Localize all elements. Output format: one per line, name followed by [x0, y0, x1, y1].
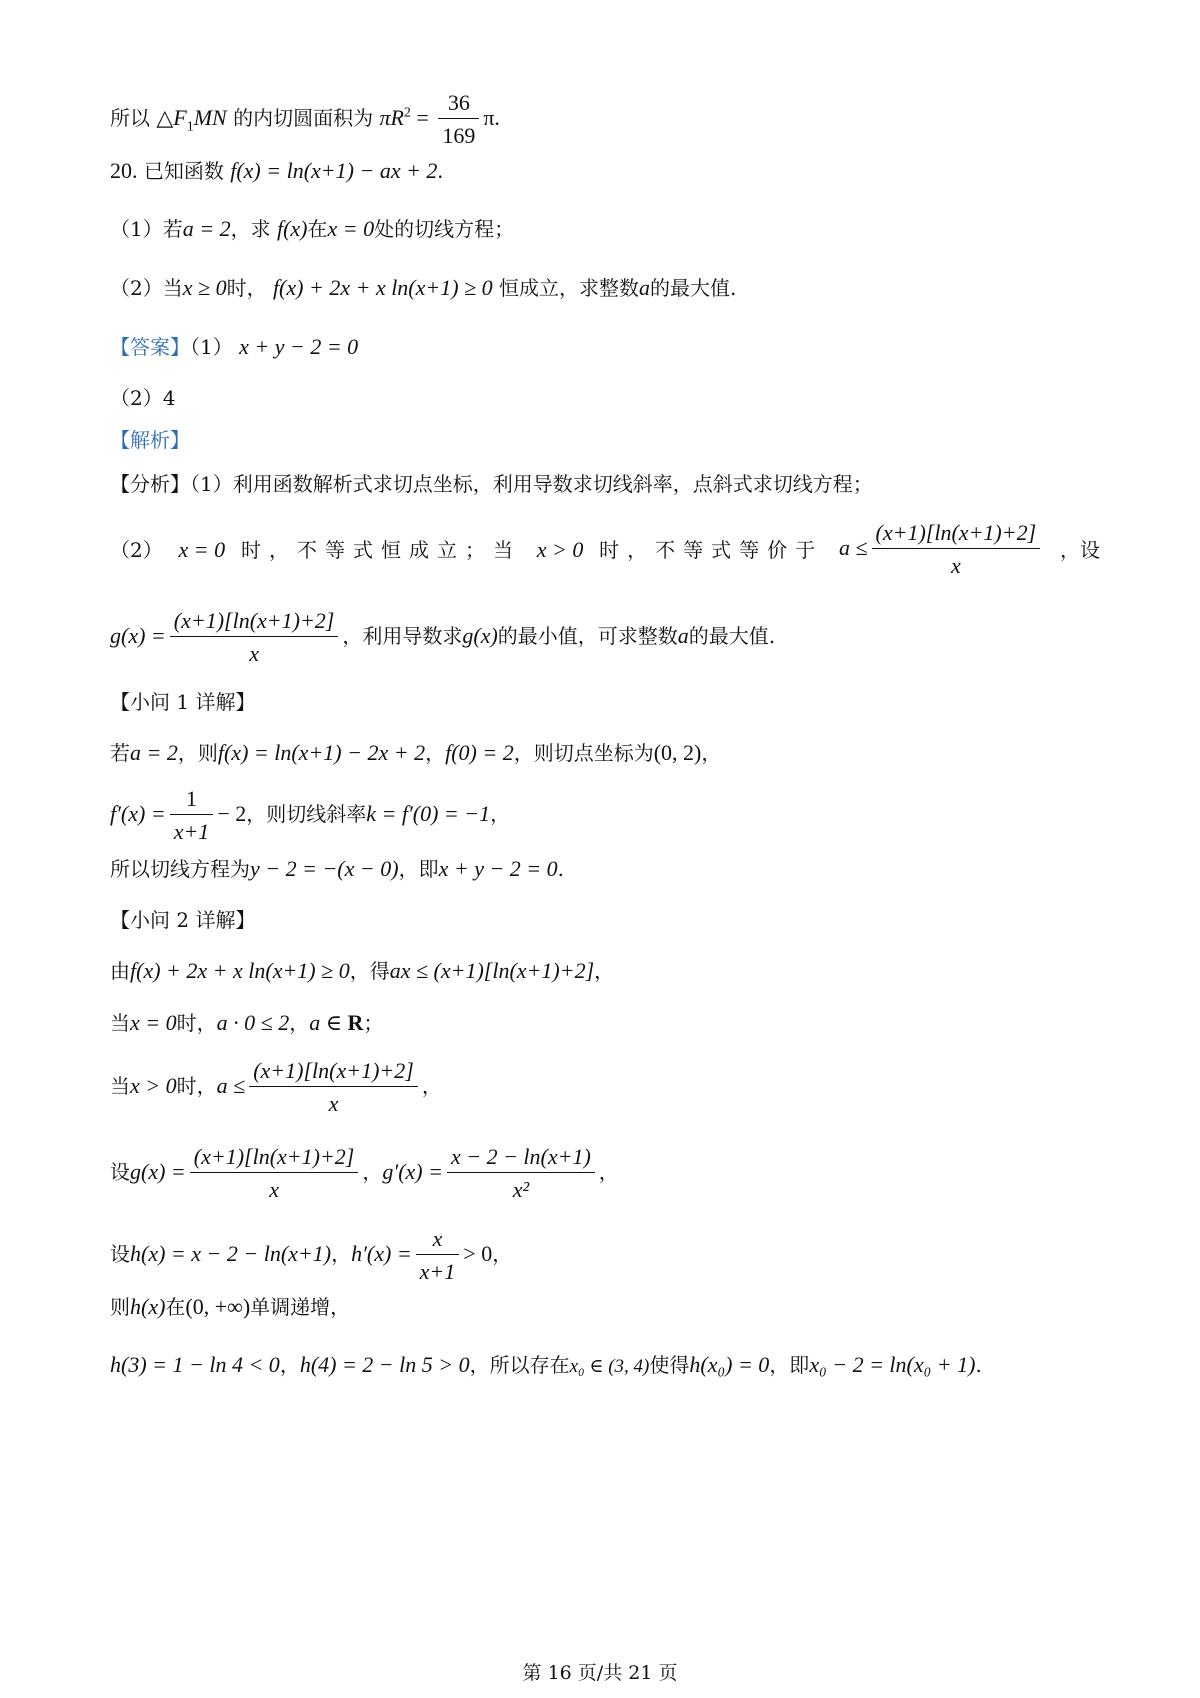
solution-1-line-b: [110, 788, 510, 843]
incircle-area-line: [110, 92, 500, 147]
math-expr: x > 0: [536, 536, 584, 562]
text: ，: [598, 1160, 619, 1184]
text: ，即: [398, 857, 439, 881]
math-expr: f(x) + 2x + x ln(x+1) ≥ 0: [130, 958, 350, 983]
math-expr: k = f′(0) = −1: [366, 801, 491, 826]
math-expr: x ≥ 0: [182, 275, 227, 300]
math-expr: x + y − 2 = 0: [239, 334, 359, 359]
text: ，: [331, 1242, 352, 1266]
fraction: $\frac{1}{x+1}$: [170, 788, 214, 843]
math-expr: f(x) = ln(x+1) − ax + 2: [230, 158, 438, 183]
text: ，: [594, 959, 615, 983]
math-expr: h′(x) =: [351, 1241, 412, 1266]
math-expr: $\pi R^2$: [379, 105, 411, 130]
math-expr: h(x₀) = 0: [689, 1352, 770, 1377]
math-expr: > 0: [463, 1241, 493, 1266]
inequality: a ≤ $\frac{(x+1)[\ln(x+1)+2]}{x}$: [839, 522, 1044, 577]
math-expr: x = 0: [178, 536, 226, 562]
text: 所以切线方程为: [110, 857, 250, 881]
math-expr: $\triangle F_1MN$: [156, 105, 227, 135]
math-expr: h(3) = 1 − ln 4 < 0: [110, 1352, 280, 1377]
equals: =: [410, 105, 435, 130]
fraction: $\frac{(x+1)[\ln(x+1)+2]}{x}$: [170, 610, 339, 665]
text: 由: [110, 959, 130, 983]
text: 时，: [226, 276, 267, 300]
answer-tag: 【答案】: [110, 335, 190, 359]
math-expr: a = 2: [130, 740, 178, 765]
analysis-part-3: [110, 610, 775, 665]
math-expr: f(x) + 2x + x ln(x+1) ≥ 0: [272, 275, 493, 300]
page-footer: 第 16 页/共 21 页: [522, 1662, 678, 1684]
text: 设: [110, 1160, 130, 1184]
text: 设: [110, 1242, 130, 1266]
math-expr: f(x) = ln(x+1) − 2x + 2: [217, 740, 426, 765]
math-expr: y − 2 = −(x − 0): [250, 856, 399, 881]
fraction: $\frac{36}{169}$: [438, 92, 479, 147]
text: 已知函数: [143, 159, 224, 183]
text: 所以: [110, 106, 150, 130]
text: ，: [492, 1242, 513, 1266]
math-expr: x₀ ∈ (3, 4): [569, 1356, 650, 1377]
solution-2-line-g: [110, 1354, 982, 1376]
math-var: a: [639, 275, 650, 300]
math-expr: a ≤: [216, 1073, 246, 1098]
math-expr: x = 0: [130, 1010, 177, 1035]
text: 的最大值.: [688, 624, 776, 648]
math-expr: h(x): [130, 1294, 166, 1319]
fraction: $\frac{x - 2 - \ln(x+1)}{\text{x²}}$: [447, 1146, 595, 1201]
text: ，: [362, 1160, 383, 1184]
fraction: $\frac{(x+1)[\ln(x+1)+2]}{x}$: [249, 1060, 418, 1115]
text: （1）若: [110, 217, 183, 241]
math-expr: g(x): [462, 623, 498, 648]
text: ，: [289, 1011, 310, 1035]
math-expr: x₀ − 2 = ln(x₀ + 1): [809, 1352, 976, 1377]
math-expr: a ∈: [309, 1010, 348, 1035]
math-expr: h(4) = 2 − ln 5 > 0: [299, 1352, 470, 1377]
solution-1-line-a: [110, 742, 721, 764]
question-number: 20.: [110, 158, 138, 183]
punct: .: [437, 158, 443, 183]
solution-2-line-e: [110, 1228, 512, 1283]
math-expr: (0, 2): [653, 740, 702, 765]
math-expr: a · 0 ≤ 2: [216, 1010, 290, 1035]
math-expr: a = 2: [182, 216, 231, 241]
text: 当: [110, 1074, 130, 1098]
text: ，利用导数求: [342, 624, 463, 648]
solution-2-line-d: [110, 1146, 619, 1201]
analysis-tag: 【解析】: [110, 428, 190, 452]
analysis-part-2: [110, 522, 1100, 577]
math-var: a: [677, 623, 689, 648]
question-20: [110, 160, 443, 182]
text: ，则切线斜率: [246, 802, 367, 826]
text: .: [975, 1353, 982, 1377]
analysis-subtag: 【分析】: [110, 472, 190, 496]
text: ；: [363, 1011, 384, 1035]
question-20-part-2: [110, 277, 736, 299]
text: 的最大值.: [650, 276, 737, 300]
text: ，即: [769, 1353, 810, 1377]
text: ，得: [349, 959, 390, 983]
text: 恒成立，求整数: [499, 276, 639, 300]
text: 的最小值，可求整数: [497, 624, 678, 648]
text: （1）利用函数解析式求切点坐标，利用导数求切线斜率，点斜式求切线方程；: [190, 472, 873, 496]
question-20-part-1: [110, 218, 514, 240]
text: ，则切点坐标为: [513, 741, 654, 765]
solution-1-line-c: [110, 858, 564, 880]
math-expr: x > 0: [130, 1073, 177, 1098]
solution-2-line-f: [110, 1296, 350, 1318]
real-set: R: [347, 1010, 364, 1035]
text: 时，不等式恒成立；当: [240, 537, 521, 562]
text: （2）4: [110, 386, 176, 410]
text: .: [557, 857, 565, 881]
math-expr: x = 0: [327, 216, 375, 241]
text: （2）: [110, 537, 163, 562]
math-expr: (0, +∞): [185, 1294, 251, 1319]
answer-line: [110, 336, 358, 358]
text: 使得: [649, 1353, 690, 1377]
analysis-part-1: [110, 474, 873, 494]
math-expr: f(0) = 2: [445, 740, 514, 765]
fraction: $\frac{x}{x+1}$: [416, 1228, 460, 1283]
text: ，: [490, 802, 511, 826]
solution-2-line-b: [110, 1012, 383, 1034]
text: ，: [425, 741, 446, 765]
text: 若: [110, 741, 130, 765]
text: 的内切圆面积为: [233, 106, 374, 130]
answer-part-2: [110, 388, 175, 408]
text: ，: [701, 741, 722, 765]
text: 在: [165, 1295, 186, 1319]
math-expr: x + y − 2 = 0: [438, 856, 558, 881]
sub1-heading: 【小问 1 详解】: [110, 690, 256, 714]
math-expr: f′(x) =: [110, 801, 166, 826]
text: ，所以存在: [469, 1353, 570, 1377]
math-expr: − 2: [217, 801, 247, 826]
math-expr: g(x) =: [130, 1159, 186, 1184]
text: ，求: [230, 217, 271, 241]
math-tail: π.: [483, 105, 500, 130]
math-expr: g′(x) =: [382, 1159, 443, 1184]
text: 时，: [176, 1074, 217, 1098]
text: 当: [110, 1011, 130, 1035]
text: 单调递增，: [250, 1295, 351, 1319]
text: ，: [279, 1353, 300, 1377]
fraction: $\frac{(x+1)[\ln(x+1)+2]}{x}$: [190, 1146, 359, 1201]
text: ，则: [177, 741, 218, 765]
text: 则: [110, 1295, 130, 1319]
text: （1）: [190, 335, 233, 359]
math-expr: f(x): [276, 216, 308, 241]
text: 时，不等式等价于: [599, 537, 824, 562]
math-expr: h(x) = x − 2 − ln(x+1): [130, 1241, 332, 1266]
math-expr: ax ≤ (x+1)[ln(x+1)+2]: [389, 958, 595, 983]
solution-2-line-c: [110, 1060, 442, 1115]
text: 时，: [176, 1011, 217, 1035]
text: ，: [421, 1074, 442, 1098]
solution-2-line-a: [110, 960, 614, 982]
text: ，设: [1059, 537, 1100, 562]
math-expr: g(x) =: [110, 623, 166, 648]
text: （2）当: [110, 276, 183, 300]
sub2-heading: 【小问 2 详解】: [110, 908, 256, 932]
text: 在: [307, 217, 328, 241]
text: 处的切线方程；: [374, 217, 515, 241]
